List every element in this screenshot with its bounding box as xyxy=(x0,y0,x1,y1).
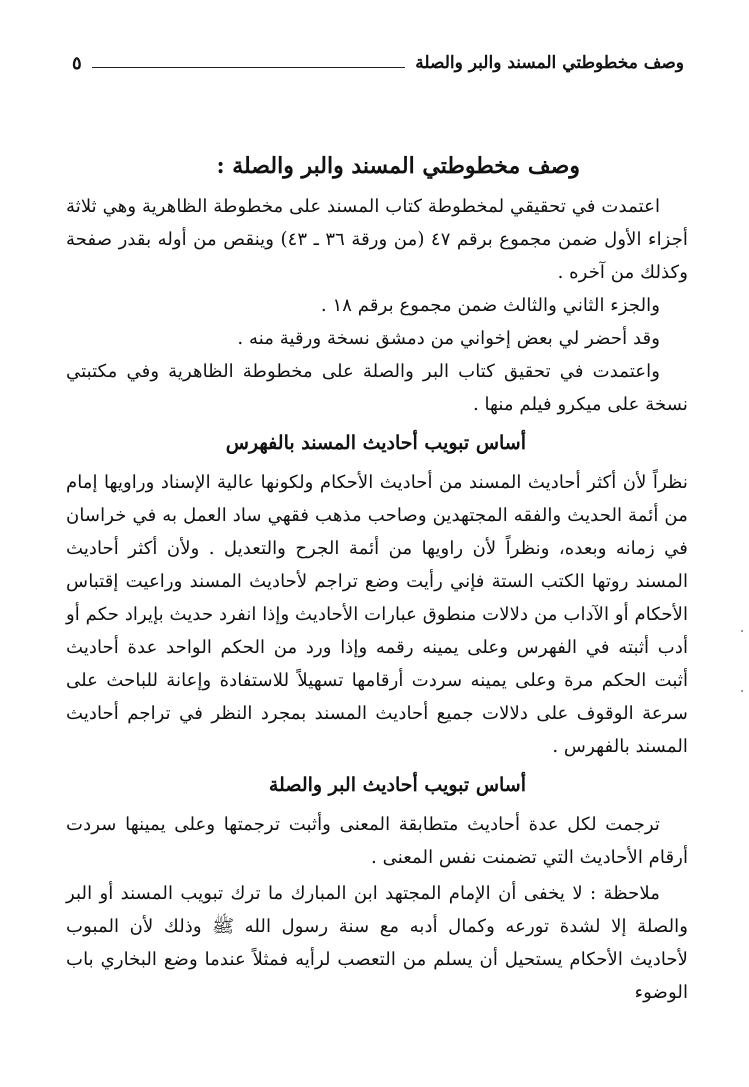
section-heading-musnad-index: أساس تبويب أحاديث المسند بالفهرس xyxy=(225,432,526,454)
margin-speck xyxy=(741,630,743,632)
section-heading-birr-index: أساس تبويب أحاديث البر والصلة xyxy=(268,774,526,796)
margin-speck xyxy=(741,690,743,692)
running-header-title: وصف مخطوطتي المسند والبر والصلة xyxy=(415,53,684,73)
page-title: وصف مخطوطتي المسند والبر والصلة : xyxy=(216,153,580,179)
paragraph-birr-manuscript: واعتمدت في تحقيق كتاب البر والصلة على مخطوطة الظاهرية وفي مكتبتي نسخة على ميكرو فيلم منها . xyxy=(66,361,688,415)
paragraph-birr-index: ترجمت لكل عدة أحاديث متطابقة المعنى وأثبت ترجمتها وعلى يمينها سردت أرقام الأحاديث التي تضمنت نفس المعنى . xyxy=(66,814,688,868)
page-number: ٥ xyxy=(72,52,82,74)
paragraph-manuscript-musnad: اعتمدت في تحقيقي لمخطوطة كتاب المسند على مخطوطة الظاهرية وهي ثلاثة أجزاء الأول ضمن مجموع برقم ٤٧ (من ورقة ٣٦ ـ ٤٣) وينقص من أوله بقدر صفحة وكذلك من آخره . xyxy=(66,196,688,283)
paragraph-paper-copy: وقد أحضر لي بعض إخواني من دمشق نسخة ورقية منه . xyxy=(237,328,660,349)
paragraph-note: ملاحظة : لا يخفى أن الإمام المجتهد ابن المبارك ما ترك تبويب المسند أو البر والصلة إلا لشدة تورعه وكمال أدبه مع سنة رسول الله ﷺ وذلك لأن المبوب لأحاديث الأحكام يستحيل أن يسلم من التعصب لرأيه فمثلاً عندما وضع البخاري باب الوضوء xyxy=(66,883,688,1003)
header-rule xyxy=(92,67,406,68)
paragraph-parts-two-three: والجزء الثاني والثالث ضمن مجموع برقم ١٨ . xyxy=(320,295,660,316)
paragraph-musnad-index: نظراً لأن أكثر أحاديث المسند من أحاديث الأحكام ولكونها عالية الإسناد وراويها إمام من أئمة الحديث والفقه المجتهدين وصاحب مذهب فقهي ساد العمل به في خراسان في زمانه وبعده، ونظراً لأن راويها من أئمة الجرح والتعديل . ولأن أكثر أحاديث المسند روتها الكتب الستة فإني رأيت وضع تراجم لأحاديث المسند وراعيت إقتباس الأحكام أو الآداب من دلالات منطوق عبارات الأحاديث وإذا انفرد حديث بإيراد حكم أو أدب أثبته في الفهرس وعلى يمينه رقمه وإذا ورد من الحكم الواحد عدة أحاديث أثبت الحكم مرة وعلى يمينه سردت أرقامها تسهيلاً للاستفادة وإعانة للباحث على سرعة الوقوف على دلالات جميع أحاديث المسند بمجرد النظر في تراجم أحاديث المسند بالفهرس . xyxy=(66,472,688,757)
page-body xyxy=(66,150,688,1009)
running-header xyxy=(72,48,684,78)
